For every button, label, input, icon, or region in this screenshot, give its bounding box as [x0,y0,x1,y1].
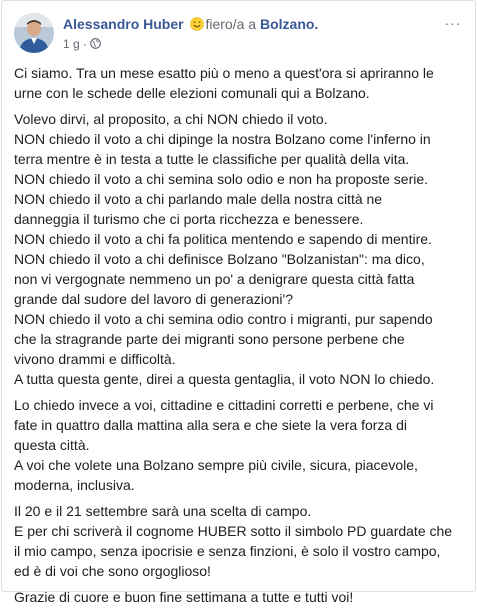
post-paragraph: Ci siamo. Tra un mese esatto più o meno a quest'ora si apriranno le urne con le schede delle elezioni comunali qui a Bolzano. [14,65,434,101]
avatar[interactable] [14,13,54,53]
post-body [14,63,465,613]
time-separator: · [82,37,87,51]
post-title-line [63,15,433,33]
post-paragraph: Lo chiedo invece a voi, cittadine e cittadini corretti e perbene, che vi fate in quattro dalla mattina alla sera e che siete la vera forza di questa città. A voi che volete una Bolzano sempre più civile, sicura, piacevole, moderna, inclusiva. [14,397,434,493]
post-meta [63,15,433,52]
location-link[interactable]: Bolzano. [259,16,319,32]
post-paragraph: Volevo dirvi, al proposito, a chi NON chiedo il voto. NON chiedo il voto a chi dipinge la nostra Bolzano come l'inferno in terra mentre è in testa a tutte le classifiche per qualità della vita. NON chiedo il voto a chi semina solo odio e non ha proposte serie. NON chiedo il voto a chi parlando male della nostra città ne danneggia il turismo che ci porta ricchezza e benessere. NON chiedo il voto a chi fa politica mentendo e sapendo di mentire. NON chiedo il voto a chi definisce Bolzano "Bolzanistan": ma dico, non vi vergognate nemmeno un po' a denigrare questa città fatta grande dal sudore del lavoro di generazioni'? NON chiedo il voto a chi semina odio contro i migranti, pur sapendo che la stragrande parte dei migranti sono persone perbene che vivono drammi e difficoltà. A tutta questa gente, direi a questa gentaglia, il voto NON lo chiedo. [14,111,435,387]
globe-icon[interactable] [90,37,101,48]
post-header [14,13,463,57]
author-name[interactable]: Alessandro Huber [63,16,184,32]
profile-photo [14,13,54,53]
smiling-face-icon [190,17,204,31]
more-options-button[interactable]: ··· [444,15,462,31]
post-time[interactable]: 1 g [63,37,80,51]
facebook-post [1,0,476,605]
post-paragraph: Il 20 e il 21 settembre sarà una scelta di campo. E per chi scriverà il cognome HUBER sotto il simbolo PD guardate che il mio campo, senza ipocrisie e senza finzioni, è solo il vostro campo, ed è di voi che sono orgoglioso! [14,503,453,579]
location-prefix: a [248,16,257,32]
post-timestamp-line [63,36,433,52]
feeling-text[interactable]: fiero/a [205,16,245,32]
post-paragraph: Grazie di cuore e buon fine settimana a tutte e tutti voi! [14,589,354,605]
